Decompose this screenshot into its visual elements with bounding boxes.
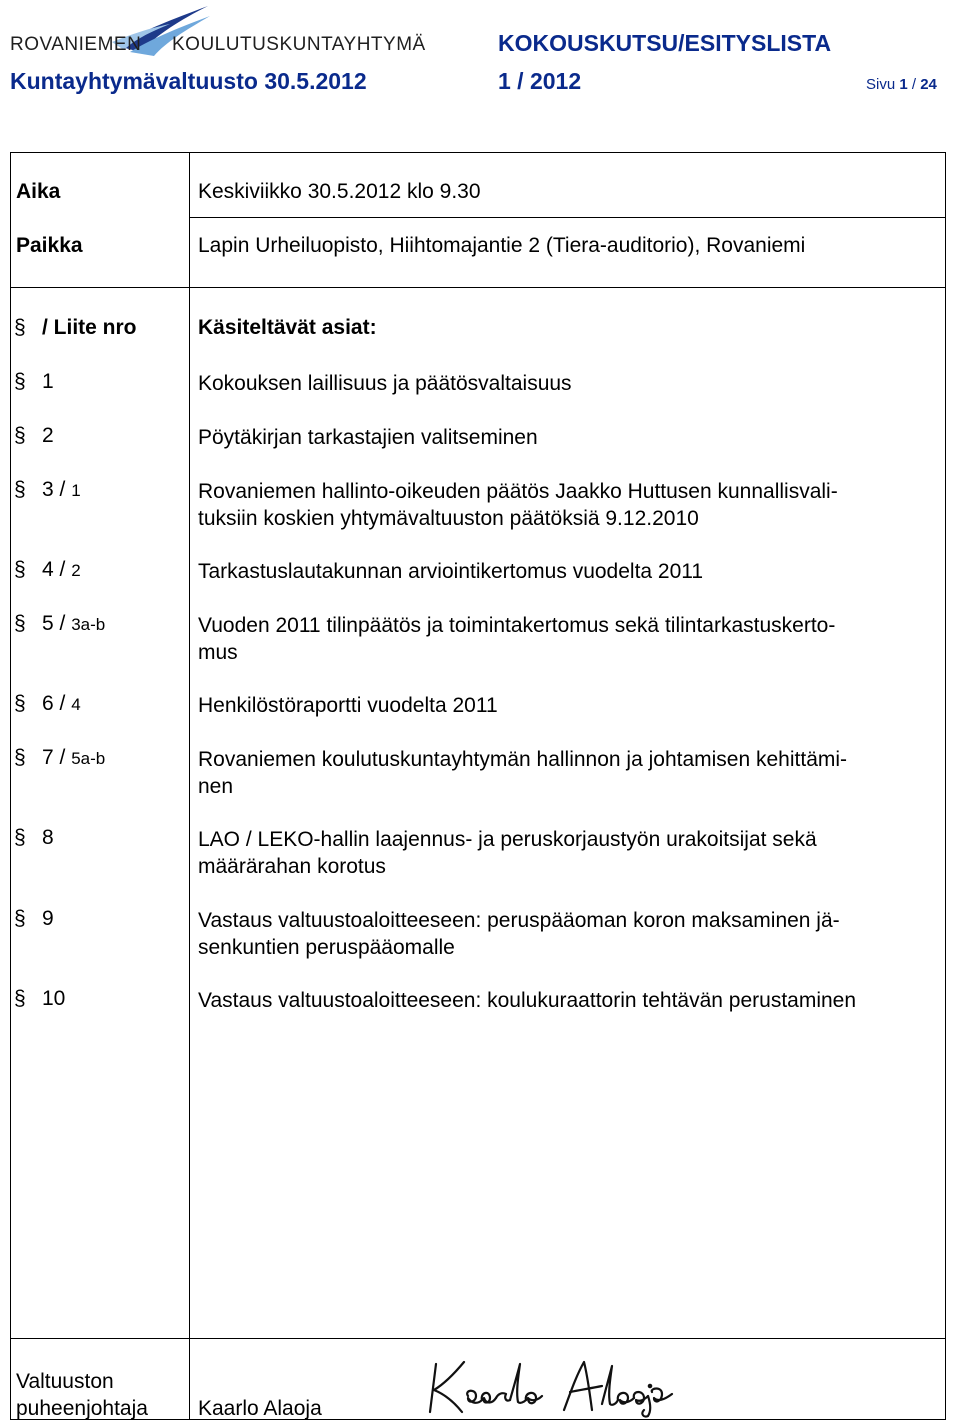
item-number: § 5 / 3a-b: [14, 612, 106, 635]
attachment-number: 5a-b: [71, 749, 106, 768]
time-label: Aika: [16, 180, 61, 203]
org-name-right: KOULUTUSKUNTAYHTYMÄ: [172, 34, 426, 55]
row-divider-time: [189, 217, 946, 218]
agenda-heading: Käsiteltävät asiat:: [198, 316, 377, 339]
item-title: Vastaus valtuustoaloitteeseen: koulukuraattorin tehtävän perustaminen: [198, 989, 857, 1012]
section-symbol: §: [14, 316, 26, 339]
item-title: LAO / LEKO-hallin laajennus- ja peruskorjaustyön urakoitsijat sekä määrärahan korotus: [198, 828, 817, 878]
signer-role-line2: puheenjohtaja: [16, 1397, 148, 1420]
item-title: Vuoden 2011 tilinpäätös ja toimintakertomus sekä tilintarkastuskerto- mus: [198, 614, 836, 664]
signer-role: [16, 1368, 148, 1422]
item-title: Kokouksen laillisuus ja päätösvaltaisuus: [198, 372, 572, 395]
meeting-title: Kuntayhtymävaltuusto 30.5.2012: [10, 68, 367, 94]
item-title: Tarkastuslautakunnan arviointikertomus vuodelta 2011: [198, 560, 704, 583]
item-number: § 1: [14, 370, 54, 393]
attachment-number: 4: [71, 695, 81, 714]
meeting-number: 1 / 2012: [498, 68, 582, 94]
item-number: § 3 / 1: [14, 478, 81, 501]
signer-role-line1: Valtuuston: [16, 1370, 114, 1393]
attachment-column-label: / Liite nro: [42, 316, 137, 339]
item-title: Rovaniemen koulutuskuntayhtymän hallinnon ja johtamisen kehittämi- nen: [198, 748, 848, 798]
handwritten-signature: [424, 1356, 686, 1418]
item-number: § 7 / 5a-b: [14, 746, 106, 769]
time-value: Keskiviikko 30.5.2012 klo 9.30: [198, 180, 481, 203]
item-number: § 8: [14, 826, 54, 849]
signature-scribble-icon: [424, 1356, 686, 1418]
item-number: § 4 / 2: [14, 558, 81, 581]
column-divider: [189, 152, 190, 1420]
item-title: Pöytäkirjan tarkastajien valitseminen: [198, 426, 538, 449]
row-divider-info: [10, 287, 946, 288]
attachment-number: 3a-b: [71, 615, 106, 634]
org-name-left: ROVANIEMEN: [10, 34, 142, 55]
attachment-number: 2: [71, 561, 81, 580]
item-number: § 2: [14, 424, 54, 447]
item-title: Vastaus valtuustoaloitteeseen: peruspääoman koron maksaminen jä- senkuntien peruspääomalle: [198, 909, 840, 959]
page-separator: /: [911, 76, 917, 93]
row-divider-signature: [10, 1338, 946, 1339]
column-label: [14, 316, 137, 340]
place-label: Paikka: [16, 234, 83, 257]
signer-name: Kaarlo Alaoja: [198, 1397, 322, 1420]
document-type: KOKOUSKUTSU/ESITYSLISTA: [498, 30, 832, 56]
item-number: § 9: [14, 907, 54, 930]
item-number: § 6 / 4: [14, 692, 81, 715]
attachment-number: 1: [71, 481, 81, 500]
item-title: Rovaniemen hallinto-oikeuden päätös Jaakko Huttusen kunnallisvali- tuksiin koskien yhtymävaltuuston päätöksiä 9.12.2010: [198, 480, 838, 530]
item-title: Henkilöstöraportti vuodelta 2011: [198, 694, 498, 717]
page-total: 24: [920, 76, 937, 93]
page-current: 1: [899, 76, 908, 93]
page-label: Sivu: [866, 76, 896, 93]
page-indicator: [866, 76, 937, 93]
item-number: § 10: [14, 987, 66, 1010]
place-value: Lapin Urheiluopisto, Hiihtomajantie 2 (Tiera-auditorio), Rovaniemi: [198, 234, 806, 257]
